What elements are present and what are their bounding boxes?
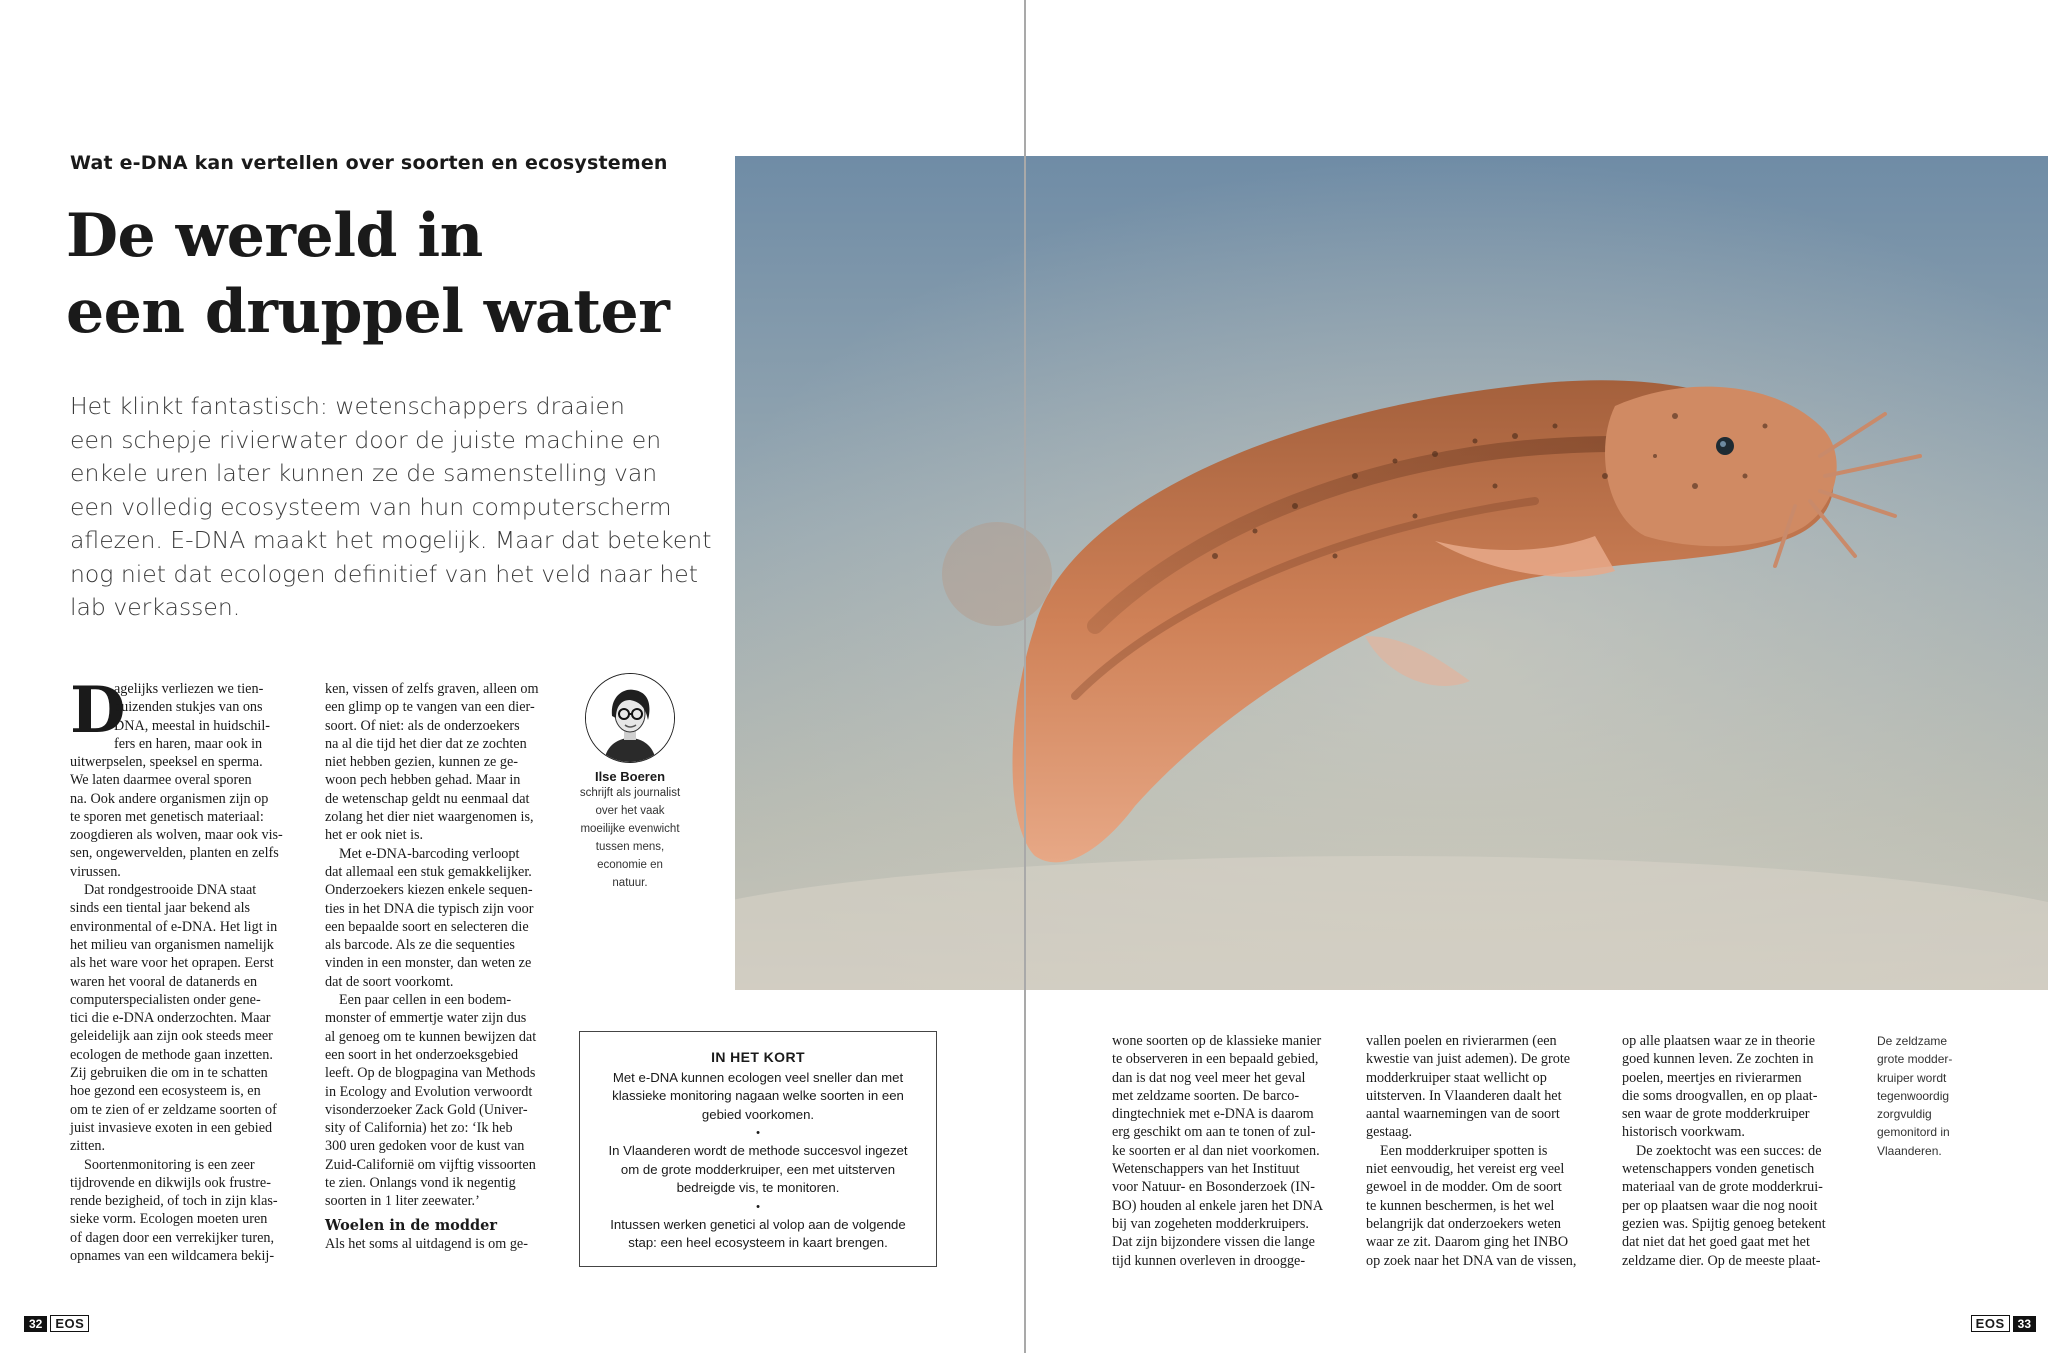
text-line: duizenden stukjes van ons [114,699,263,716]
text-line: We laten daarmee overal sporen [70,772,252,789]
text-line: uitsterven. In Vlaanderen daalt het [1366,1087,1562,1104]
text-line: ecologen de methode gaan inzetten. [70,1046,273,1063]
text-line: goed kunnen leven. Ze zochten in [1622,1051,1814,1068]
text-line: ke soorten er al dan niet voorkomen. [1112,1142,1320,1159]
text-line: dat niet dat het goed gaat met het [1622,1234,1810,1251]
text-line: dat de soort voorkomt. [325,973,454,990]
lead-line: Het klinkt fantastisch: wetenschappers draaien [70,392,625,420]
text-line: gezien was. Spijtig genoeg betekent [1622,1215,1826,1232]
text-line: het er ook niet is. [325,827,424,844]
text-line: te sporen met genetisch materiaal: [70,808,264,825]
text-line: zitten. [70,1138,106,1155]
text-line: DNA, meestal in huidschil- [114,717,271,734]
summary-line: gebied voorkomen. [701,1106,815,1122]
text-line: soort. Of niet: als de onderzoekers [325,717,520,734]
text-line: te observeren in een bepaald gebied, [1112,1051,1319,1068]
text-line: Dat zijn bijzondere vissen die lange [1112,1234,1315,1251]
text-line: Met e-DNA-barcoding verloopt [339,845,520,862]
text-line: kwestie van juist ademen). De grote [1366,1051,1571,1068]
lead-line: een schepje rivierwater door de juiste machine en [70,425,662,454]
summary-line: stap: een heel ecosysteem in kaart brengen. [628,1235,888,1250]
text-line: per op plaatsen waar die nog nooit [1622,1197,1818,1214]
text-line: belangrijk dat onderzoekers weten [1366,1215,1561,1232]
text-line: Een paar cellen in een bodem- [339,992,512,1009]
author-name: Ilse Boeren [594,769,666,784]
text-line: virussen. [70,863,121,880]
text-line: sieke vorm. Ecologen moeten uren [70,1211,268,1228]
text-line: ties in het DNA die typisch zijn voor [325,900,534,917]
summary-line: om de grote modderkruiper, een met uitsterven [620,1161,896,1177]
text-line: tijdrovende en dikwijls ook frustre- [70,1174,271,1191]
text-line: de wetenschap geldt nu eenmaal dat [325,790,530,807]
text-line: soorten in 1 liter zeewater.’ [325,1193,480,1210]
text-line: tici die e-DNA onderzochten. Maar [70,1010,271,1027]
text-line: ken, vissen of zelfs graven, alleen om [325,681,539,697]
text-line: monster of emmertje water zijn dus [325,1010,527,1027]
text-line: zeldzame dier. Op de meeste plaat- [1622,1252,1821,1269]
bullet-separator: • [756,1200,760,1213]
magazine-logo: EOS [50,1315,89,1332]
text-line: bij van zogeheten modderkruipers. [1112,1215,1309,1232]
text-line: een soort in het onderzoeksgebied [325,1046,519,1063]
text-line: een bepaalde soort en selecteren die [325,918,529,935]
text-line: erg geschikt om aan te tonen of zul- [1112,1124,1316,1141]
text-line: dan is dat nog veel meer het geval [1112,1069,1306,1086]
headline [66,198,669,350]
column-3 [1112,1032,1357,1270]
summary-box [579,1031,937,1267]
text-line: uitwerpselen, speeksel en sperma. [70,754,263,770]
text-line: geleidelijk aan zijn ook steeds meer [70,1028,273,1045]
text-line: Een modderkruiper spotten is [1380,1142,1548,1159]
lead-line: lab verkassen. [70,593,241,621]
text-line: als het ware voor het oprapen. Eerst [70,955,274,972]
text-line: Soortenmonitoring is een zeer [84,1156,255,1173]
text-line: Wetenschappers van het Instituut [1112,1161,1300,1178]
text-line: Zuid-Californië om vijftig vissoorten [325,1156,536,1173]
text-line: sinds een tiental jaar bekend als [70,900,251,917]
text-line: aantal waarnemingen van de soort [1366,1106,1560,1123]
lead-line: nog niet dat ecologen definitief van het veld naar het [70,559,698,588]
author-bio-line: economie en [597,859,663,871]
text-line: sen, ongewervelden, planten en zelfs [70,845,279,862]
text-line: op zoek naar het DNA van de vissen, [1366,1252,1577,1269]
text-line: Zij gebruiken die om in te schatten [70,1065,268,1082]
text-line: historisch voorkwam. [1622,1124,1745,1141]
text-line: die soms droogvallen, en op plaat- [1622,1087,1818,1104]
text-line: rende bezigheid, of toch in zijn klas- [70,1193,278,1210]
summary-line: Intussen werken genetici al volop aan de volgende [610,1216,906,1232]
summary-line: In Vlaanderen wordt de methode succesvol ingezet [608,1143,908,1158]
author-bio-line: moeilijke evenwicht [580,823,680,835]
lead-paragraph [70,390,712,625]
text-line: om te zien of er zeldzame soorten of [70,1101,277,1118]
text-line: gewoel in de modder. Om de soort [1366,1179,1562,1196]
text-line: niet hebben gezien, kunnen ze ge- [325,754,519,771]
caption-line: De zeldzame [1877,1034,1948,1048]
text-line: Als het soms al uitdagend is om ge- [325,1235,528,1252]
text-line: te kunnen beschermen, is het wel [1366,1197,1555,1214]
text-line: sity of California) het zo: ‘Ik heb [325,1120,513,1137]
text-line: na. Ook andere organismen zijn op [70,790,269,807]
text-line: agelijks verliezen we tien- [114,681,264,697]
subheading: Woelen in de modder [325,1216,497,1234]
text-line: visonderzoeker Zack Gold (Univer- [325,1101,528,1118]
folio-right [1971,1315,2036,1332]
column-1 [70,753,310,1265]
photo-caption [1877,1032,1987,1160]
text-line: environmental of e-DNA. Het ligt in [70,918,278,935]
text-line: zoogdieren als wolven, maar ook vis- [70,827,283,844]
caption-line: Vlaanderen. [1877,1143,1942,1158]
text-line: al genoeg om te kunnen bewijzen dat [325,1028,537,1045]
text-line: opnames van een wildcamera bekij- [70,1248,275,1265]
text-line: sen waar de grote modderkruiper [1622,1106,1810,1123]
page-number: 33 [2013,1316,2036,1332]
spine-gutter [1024,0,1026,1353]
text-line: op alle plaatsen waar ze in theorie [1622,1033,1816,1049]
caption-line: gemonitord in [1877,1125,1950,1140]
text-line: leeft. Op de blogpagina van Methods [325,1065,536,1082]
text-line: modderkruiper staat wellicht op [1366,1069,1547,1086]
column-1-dropcap-lines [114,680,270,753]
bullet-separator: • [756,1127,760,1139]
text-line: niet eenvoudig, het vereist erg veel [1366,1161,1565,1178]
drop-cap: D [70,673,126,748]
headline-line: een druppel water [66,277,670,347]
summary-box-title: IN HET KORT [711,1049,805,1065]
text-line: waren het vooral de datanerds en [70,973,258,990]
summary-line: klassieke monitoring nagaan welke soorten in een [612,1088,904,1103]
lead-line: enkele uren later kunnen ze de samenstelling van [70,459,658,487]
lead-line: een volledig ecosysteem van hun computerscherm [70,492,672,521]
caption-line: grote modder- [1877,1052,1953,1067]
text-line: zolang het dier niet waargenomen is, [325,809,534,826]
text-line: BO) houden al enkele jaren het DNA [1112,1197,1324,1214]
author-block [568,673,692,892]
author-avatar [585,673,675,763]
text-line: fers en haren, maar ook in [114,735,263,752]
text-line: waar ze zit. Daarom ging het INBO [1366,1234,1569,1251]
caption-line: tegenwoordig [1877,1088,1950,1103]
text-line: in Ecology and Evolution verwoordt [325,1083,533,1100]
text-line: materiaal van de grote modderkrui- [1622,1179,1823,1196]
headline-line: De wereld in [66,201,483,271]
text-line: vinden in een monster, dan weten ze [325,955,532,972]
author-bio-line: tussen mens, [595,841,665,853]
text-line: juist invasieve exoten in een gebied [70,1119,273,1136]
text-line: computerspecialisten onder gene- [70,991,261,1008]
text-line: na al die tijd het dier dat ze zochten [325,735,527,752]
author-bio [568,784,692,892]
text-line: dingtechniek met e-DNA is daarom [1112,1106,1314,1123]
author-bio-line: over het vaak [595,805,665,817]
text-line: De zoektocht was een succes: de [1636,1142,1822,1159]
folio-left [24,1315,89,1332]
text-line: 300 uren gedoken voor de kust van [325,1138,525,1155]
kicker: Wat e-DNA kan vertellen over soorten en ecosystemen [70,152,668,174]
text-line: met zeldzame soorten. De barco- [1112,1087,1300,1104]
caption-line: zorgvuldig [1877,1107,1932,1122]
text-line: gestaag. [1366,1124,1413,1141]
text-line: een glimp op te vangen van een dier- [325,699,535,716]
text-line: woon pech hebben gehad. Maar in [325,772,521,789]
column-4 [1366,1032,1611,1270]
lead-line: aflezen. E-DNA maakt het mogelijk. Maar dat betekent [70,526,712,554]
text-line: hoe gezond een ecosysteem is, en [70,1083,261,1100]
text-line: voor Natuur- en Bosonderzoek (IN- [1112,1179,1316,1196]
text-line: wetenschappers vonden genetisch [1622,1161,1815,1178]
text-line: of dagen door een verrekijker turen, [70,1229,275,1246]
text-line: tijd kunnen overleven in droogge- [1112,1252,1306,1269]
text-line: Onderzoekers kiezen enkele sequen- [325,882,533,899]
magazine-logo: EOS [1971,1315,2010,1332]
caption-line: kruiper wordt [1877,1070,1947,1085]
page-number: 32 [24,1316,47,1332]
author-bio-line: schrijft als journalist [579,787,681,799]
summary-line: bedreigde vis, te monitoren. [676,1180,840,1195]
author-bio-line: natuur. [612,877,648,889]
column-5 [1622,1032,1867,1270]
text-line: Dat rondgestrooide DNA staat [84,882,257,899]
text-line: vallen poelen en rivierarmen (een [1366,1033,1557,1049]
text-line: het milieu van organismen namelijk [70,936,274,953]
text-line: poelen, meertjes en rivierarmen [1622,1069,1802,1086]
column-2 [325,680,570,1253]
text-line: als barcode. Als ze die sequenties [325,937,515,954]
fish-photo [735,156,2048,990]
text-line: dat allemaal een stuk gemakkelijker. [325,863,532,880]
summary-line: Met e-DNA kunnen ecologen veel sneller dan met [612,1069,904,1085]
text-line: te zien. Onlangs vond ik negentig [325,1175,516,1192]
text-line: wone soorten op de klassieke manier [1112,1033,1322,1049]
